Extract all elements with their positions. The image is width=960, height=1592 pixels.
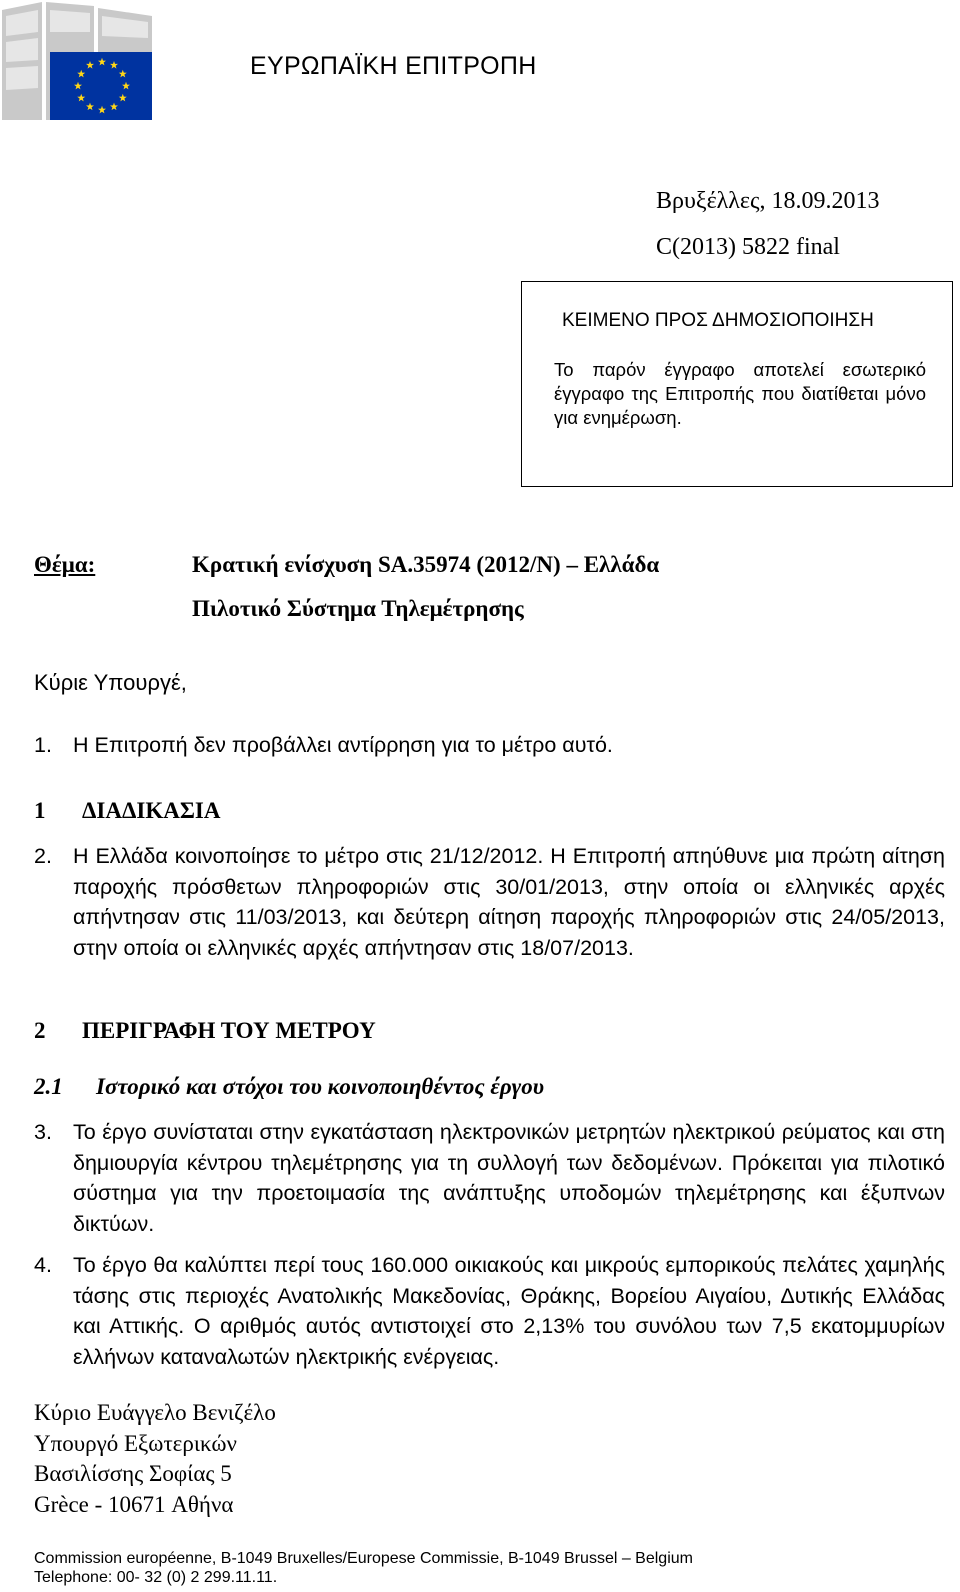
address-line: Βασιλίσσης Σοφίας 5 [34, 1461, 232, 1486]
paragraph-number: 4. [34, 1253, 52, 1277]
footer-address: Commission européenne, B-1049 Bruxelles/Europese Commissie, B-1049 Brussel – Belgium [34, 1550, 693, 1567]
european-commission-logo-icon [2, 2, 152, 120]
heading-text: ΔΙΑΔΙΚΑΣΙΑ [82, 798, 221, 823]
address-line: Υπουργό Εξωτερικών [34, 1430, 237, 1456]
salutation: Κύριε Υπουργέ, [34, 670, 187, 695]
page-footer [34, 1549, 693, 1587]
logo-graphic [2, 2, 152, 120]
notice-title: ΚΕΙΜΕΝΟ ΠΡΟΣ ΔΗΜΟΣΙΟΠΟΙΗΣΗ [562, 310, 874, 331]
footer-telephone: Telephone: 00- 32 (0) 2 299.11.11. [34, 1569, 278, 1586]
subheading-number: 2.1 [34, 1074, 63, 1099]
paragraph-number: 1. [34, 733, 52, 757]
address-line: Κύριο Ευάγγελο Βενιζέλο [34, 1400, 276, 1425]
organisation-name: ΕΥΡΩΠΑΪΚΗ ΕΠΙΤΡΟΠΗ [250, 52, 537, 80]
subheading-text: Ιστορικό και στόχοι του κοινοποιηθέντος έργου [96, 1074, 545, 1099]
paragraph-number: 2. [34, 844, 52, 868]
notice-text: Το παρόν έγγραφο αποτελεί εσωτερικό έγγραφο της Επιτροπής που διατίθεται μόνο για ενημέρωση. [554, 359, 926, 428]
paragraph-text: Το έργο θα καλύπτει περί τους 160.000 οικιακούς και μικρούς εμπορικούς πελάτες χαμηλής τάσης στις περιοχές Ανατολικής Μακεδονίας, Θράκης, Βορείου Αιγαίου, Δυτικής Ελλάδας και Αττικής. Ο αριθμός αυτός αντιστοιχεί στο 2,13% του συνόλου των 7,5 εκατομμυρίων ελλήνων καταναλωτών ηλεκτρικής ενέργειας. [73, 1253, 945, 1369]
address-line: Grèce - 10671 Αθήνα [34, 1491, 234, 1517]
paragraph-text: Η Επιτροπή δεν προβάλλει αντίρρηση για το μέτρο αυτό. [73, 733, 613, 757]
paragraph-number: 3. [34, 1120, 52, 1144]
heading-number: 1 [34, 798, 46, 823]
subject-line-2: Πιλοτικό Σύστημα Τηλεμέτρησης [192, 596, 524, 621]
heading-text: ΠΕΡΙΓΡΑΦΗ ΤΟΥ ΜΕΤΡΟΥ [82, 1018, 376, 1043]
publication-notice-box [521, 281, 953, 487]
heading-number: 2 [34, 1018, 46, 1043]
recipient-address [34, 1398, 276, 1520]
document-date: Βρυξέλλες, 18.09.2013 [656, 188, 880, 214]
subject-label: Θέμα: [34, 552, 96, 577]
paragraph-text: Το έργο συνίσταται στην εγκατάσταση ηλεκτρονικών μετρητών ηλεκτρικού ρεύματος και στη δημιουργία κέντρου τηλεμέτρησης για τη συλλογή των δεδομένων. Πρόκειται για πιλοτικό σύστημα για την προετοιμασία της ανάπτυξης υποδομών τηλεμέτρησης και έξυπνων δικτύων. [73, 1120, 945, 1236]
subject-line-1: Κρατική ενίσχυση SA.35974 (2012/N) – Ελλάδα [192, 552, 660, 577]
paragraph-text: Η Ελλάδα κοινοποίησε το μέτρο στις 21/12/2012. Η Επιτροπή απηύθυνε μια πρώτη αίτηση παροχής πρόσθετων πληροφοριών στις 30/01/2013, στην οποία οι ελληνικές αρχές απήντησαν στις 11/03/2013, και δεύτερη αίτηση παροχής πληροφοριών στις 24/05/2013, στην οποία οι ελληνικές αρχές απήντησαν στις 18/07/2013. [73, 844, 945, 960]
document-reference: C(2013) 5822 final [656, 234, 840, 260]
